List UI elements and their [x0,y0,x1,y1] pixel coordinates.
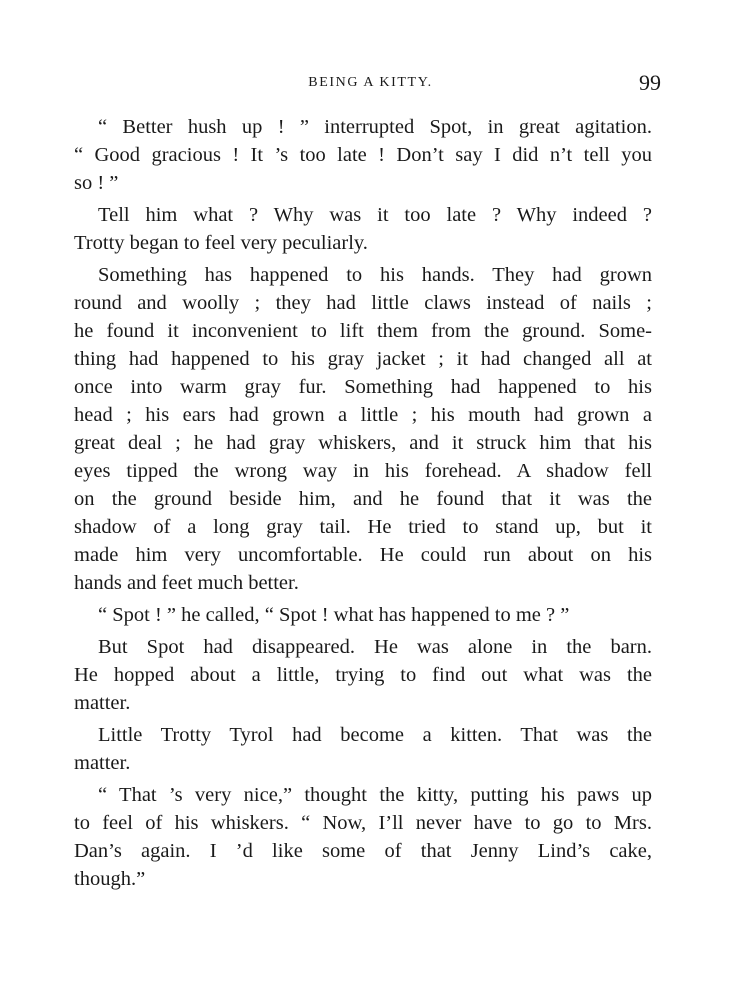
text-line: though.” [74,868,146,890]
paragraph-7 [74,781,652,893]
text-line: on the ground beside him, and he found that it was the [74,488,652,510]
text-line: round and woolly ; they had little claws instead of nails ; [74,292,652,314]
text-line: eyes tipped the wrong way in his forehead. A shadow fell [74,460,652,482]
body-text [74,113,652,893]
text-line: matter. [74,692,131,714]
paragraph-2 [74,201,652,257]
text-line: he found it inconvenient to lift them from the ground. Some- [74,320,652,342]
text-line: Tell him what ? Why was it too late ? Why indeed ? [98,204,652,226]
paragraph-5 [74,633,652,717]
text-line: Something has happened to his hands. They had grown [98,264,652,286]
running-head [0,72,741,96]
text-line: thing had happened to his gray jacket ; it had changed all at [74,348,652,370]
text-line: Trotty began to feel very peculiarly. [74,232,368,254]
running-title: BEING A KITTY. [308,75,433,90]
text-line: to feel of his whiskers. “ Now, I’ll never have to go to Mrs. [74,812,652,834]
text-line: great deal ; he had gray whiskers, and it struck him that his [74,432,652,454]
text-line: “ Better hush up ! ” interrupted Spot, in great agitation. [98,116,652,138]
text-line: head ; his ears had grown a little ; his mouth had grown a [74,404,652,426]
text-line: “ That ’s very nice,” thought the kitty, putting his paws up [98,784,652,806]
text-line: “ Good gracious ! It ’s too late ! Don’t say I did n’t tell you [74,144,652,166]
page-number: 99 [639,70,661,95]
text-line: shadow of a long gray tail. He tried to stand up, but it [74,516,652,538]
paragraph-6 [74,721,652,777]
text-line: Little Trotty Tyrol had become a kitten. That was the [98,724,652,746]
paragraph-3 [74,261,652,597]
text-line: Dan’s again. I ’d like some of that Jenny Lind’s cake, [74,840,652,862]
text-line: matter. [74,752,131,774]
text-line: But Spot had disappeared. He was alone in the barn. [98,636,652,658]
text-line: once into warm gray fur. Something had happened to his [74,376,652,398]
text-line: so ! ” [74,172,119,194]
paragraph-1 [74,113,652,197]
paragraph-4 [74,601,652,629]
text-line: He hopped about a little, trying to find out what was the [74,664,652,686]
text-line: hands and feet much better. [74,572,299,594]
text-line: made him very uncomfortable. He could run about on his [74,544,652,566]
text-line: “ Spot ! ” he called, “ Spot ! what has happened to me ? ” [98,604,570,626]
